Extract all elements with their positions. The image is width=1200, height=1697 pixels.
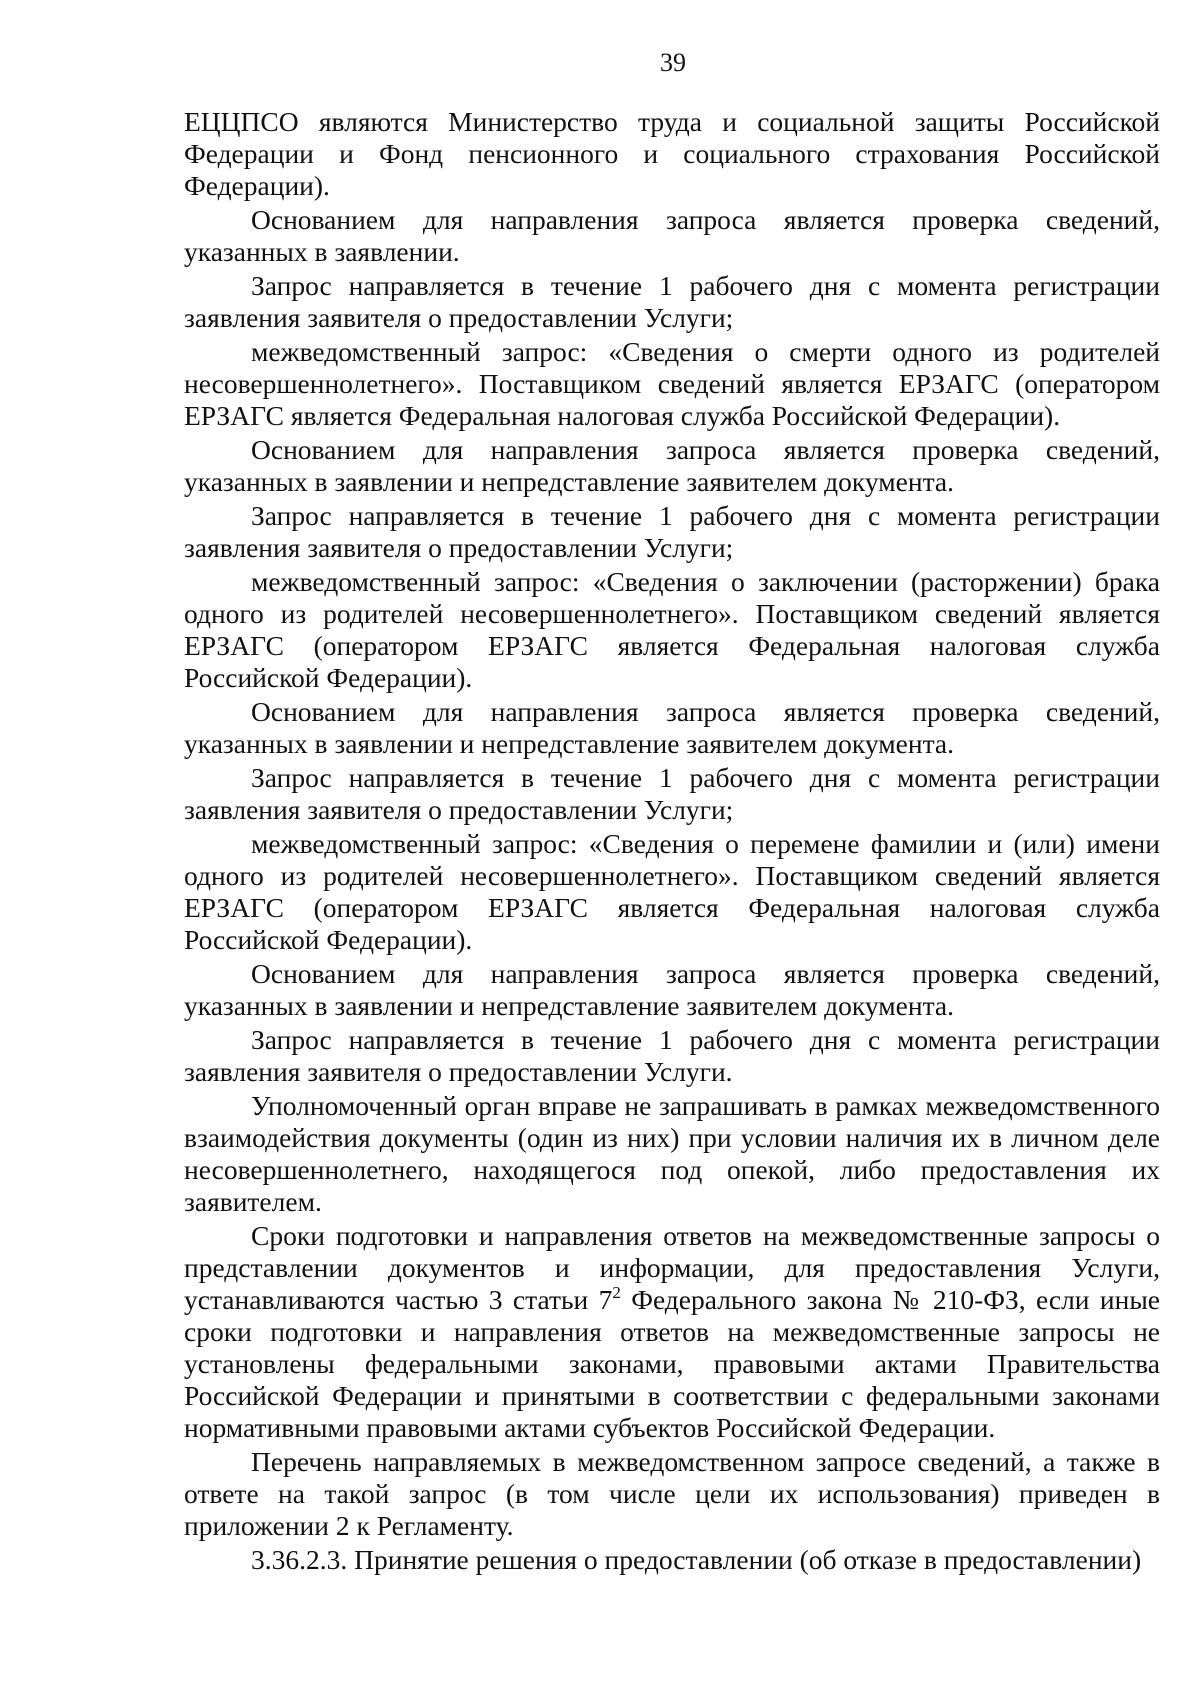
section-heading: 3.36.2.3. Принятие решения о предоставлении (об отказе в предоставлении) <box>251 1544 1142 1575</box>
paragraph: Запрос направляется в течение 1 рабочего дня с момента регистрации заявления заявителя о предоставлении Услуги; <box>184 500 1160 563</box>
paragraph: Запрос направляется в течение 1 рабочего дня с момента регистрации заявления заявителя о предоставлении Услуги; <box>184 762 1160 825</box>
paragraph: Основанием для направления запроса является проверка сведений, указанных в заявлении и непредставление заявителем документа. <box>184 958 1160 1021</box>
paragraph: Основанием для направления запроса является проверка сведений, указанных в заявлении. <box>184 204 1160 267</box>
deadline-text-after: Федерального закона № 210-ФЗ, если иные сроки подготовки и направления ответов на межведомственные запросы не установлены федеральными законами, правовыми актами Правительства Российской Федерации и принятыми в соответствии с федеральными законами нормативными правовыми актами субъектов Российской Федерации. <box>184 1284 1160 1443</box>
paragraph: межведомственный запрос: «Сведения о смерти одного из родителей несовершеннолетнего». Поставщиком сведений является ЕРЗАГС (оператором ЕРЗАГС является Федеральная налоговая служба Российской Федерации). <box>184 336 1160 431</box>
deadline-text-before: Сроки подготовки и направления ответов на межведомственные запросы о представлении документов и информации, для предоставления Услуги, устанавливаются частью 3 статьи 7 <box>184 1220 1160 1315</box>
paragraph: Уполномоченный орган вправе не запрашивать в рамках межведомственного взаимодействия документы (один из них) при условии наличия их в личном деле несовершеннолетнего, находящегося под опекой, либо предоставления их заявителем. <box>184 1090 1160 1217</box>
list-paragraph: Перечень направляемых в межведомственном запросе сведений, а также в ответе на такой запрос (в том числе цели их использования) приведен в приложении 2 к Регламенту. <box>184 1446 1160 1541</box>
paragraph: Запрос направляется в течение 1 рабочего дня с момента регистрации заявления заявителя о предоставлении Услуги; <box>184 270 1160 333</box>
paragraph: межведомственный запрос: «Сведения о перемене фамилии и (или) имени одного из родителей несовершеннолетнего». Поставщиком сведений является ЕРЗАГС (оператором ЕРЗАГС является Федеральная налоговая служба Российской Федерации). <box>184 828 1160 955</box>
law-article-superscript: 2 <box>612 1283 621 1302</box>
paragraph: Основанием для направления запроса является проверка сведений, указанных в заявлении и непредставление заявителем документа. <box>184 696 1160 759</box>
paragraph: Основанием для направления запроса является проверка сведений, указанных в заявлении и непредставление заявителем документа. <box>184 434 1160 497</box>
paragraph: Запрос направляется в течение 1 рабочего дня с момента регистрации заявления заявителя о предоставлении Услуги. <box>184 1024 1160 1087</box>
deadline-paragraph <box>184 1220 1160 1444</box>
paragraph: межведомственный запрос: «Сведения о заключении (расторжении) брака одного из родителей несовершеннолетнего». Поставщиком сведений является ЕРЗАГС (оператором ЕРЗАГС является Федеральная налоговая служба Российской Федерации). <box>184 566 1160 693</box>
paragraph: ЕЦЦПСО являются Министерство труда и социальной защиты Российской Федерации и Фонд пенсионного и социального страхования Российской Федерации). <box>184 106 1160 201</box>
page-number: 39 <box>660 48 686 77</box>
document-body <box>184 106 1160 1578</box>
